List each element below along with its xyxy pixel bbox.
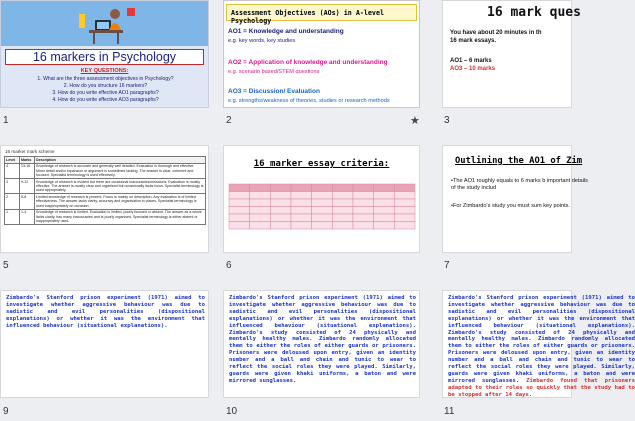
slide-text [229,295,416,385]
grid-cell [229,214,250,222]
slide-number: 9 [3,406,9,417]
bullet-item: •For Zimbardo's study you must sum key points. [451,203,570,209]
grid-cell [229,192,250,200]
grid-cell [374,214,395,222]
slide-thumbnail-11[interactable] [442,290,635,398]
text-aim: Zimbardo's Stanford prison experiment (1971) aimed to investigate whether aggressive behaviour was due to sadistic and evil personalities (dispositional explanations) or whether it was the environment that influenced behaviour (situational explanations). [229,295,416,329]
slide-caption: 16 marker mark scheme [5,149,55,154]
table-cell: Knowledge of research is limited. Evaluation is limited, poorly focused or absent. The answer as a whole lacks clarity, has many inaccuracies and is poorly organised. Specialist terminology is either absent or inappropriately used. [35,209,206,224]
table-row [5,179,206,194]
slide-number: 2 [226,115,232,126]
grid-cell [229,184,250,192]
slide-thumbnail-2[interactable] [223,0,420,108]
grid-cell [374,222,395,230]
slide-text: Zimbardo's Stanford prison experiment (1971) aimed to investigate whether aggressive behaviour was due to sadistic and evil personalities (dispositional explanations) or whether it was the environment that influenced behaviour (situational explanations). [6,295,205,329]
grid-cell [229,222,250,230]
grid-cell [332,192,353,200]
grid-cell [374,184,395,192]
table-cell: 9-12 [20,179,35,194]
text-procedure: Zimbardo's study consisted of 24 physically and mentally healthy males. Zimbardo randomly allocated them to either the roles of either guards or prisoners. Prisoners were deloused upon entry, given an identity number and a ball and chain and tunic to wear to reflect the social roles they were played. Similarly, guards were given khaki uniforms, a baton and were mirrored sunglasses. [448,329,635,384]
column-header: Level [5,157,20,164]
text-findings: Zimbardo found that prisoners adapted to their roles so quickly that the study had to be stopped after 14 days. [448,377,635,398]
grid-cell [332,199,353,207]
bullet-item: •The AO1 roughly equals to 6 marks b important details of the study includ [451,178,588,191]
table-row [5,163,206,178]
grid-cell [229,199,250,207]
grid-cell [332,222,353,230]
grid-cell [291,207,312,215]
grid-cell [312,214,333,222]
table-cell: 13-16 [20,163,35,178]
table-cell: Knowledge of research is evident but there are occasional inaccuracies/omissions. Evaluation is mostly effective. The answer is mostly clear and organised but occasionally lacks focus. Specialist terminology is used appropriately. [35,179,206,194]
table-cell: 1-4 [20,209,35,224]
table-cell: 1 [5,209,20,224]
table-cell: Knowledge of research is accurate and generally well detailed. Evaluation is thorough and effective. Minor detail and/or expansion of argument is sometimes lacking. The answer is clear, coherent and focused. Specialist terminology is used effectively. [35,163,206,178]
slide-header: Assessment Objectives (AOs) in A-level Psychology [226,4,417,21]
slide-thumbnail-7[interactable] [442,145,588,253]
star-icon[interactable]: ★ [410,115,420,127]
grid-cell [394,214,415,222]
grid-cell [353,192,374,200]
table-cell: 4 [5,163,20,178]
column-header: Description [35,157,206,164]
slide-title: 16 marker essay criteria: [253,159,390,169]
key-questions-heading: KEY QUESTIONS: [80,68,129,74]
grid-cell [250,214,271,222]
slide-thumbnail-10[interactable] [223,290,420,398]
table-cell: 2 [5,194,20,209]
slide-number: 7 [444,260,450,271]
slide-title: 16 mark ques [487,5,581,20]
key-questions-list [7,76,204,104]
grid-cell [353,199,374,207]
grid-cell [312,222,333,230]
grid-cell [394,199,415,207]
slide-number: 6 [226,260,232,271]
slide-number: 1 [3,115,9,126]
grid-cell [291,199,312,207]
grid-cell [291,222,312,230]
slide-text: 16 mark essays. [450,38,497,44]
grid-cell [312,199,333,207]
grid-cell [291,192,312,200]
grid-cell [332,184,353,192]
slide-text: You have about 20 minutes in th [450,30,542,36]
grid-cell [250,207,271,215]
grid-cell [353,222,374,230]
student-desk-illustration-icon [71,4,139,44]
text-procedure: Zimbardo's study consisted of 24 physically and mentally healthy males. Zimbardo randomly allocated them to either the roles of either guards or prisoners. Prisoners were deloused upon entry, given an identity number and a ball and chain and tunic to wear to reflect the social roles they were played. Similarly, guards were given khaki uniforms, a baton and were mirrored sunglasses. [229,329,416,384]
table-cell: Limited knowledge of research is present. Focus is mainly on description. Any evaluation is of limited effectiveness. The answer lacks clarity, accuracy and organisation in places. Specialist terminology is used inappropriately on occasion. [35,194,206,209]
ao1-example: e.g. key words, key studies [228,38,296,44]
title-banner [1,1,208,46]
table-header-row [5,157,206,164]
grid-cell [353,184,374,192]
slide-thumbnail-1[interactable] [0,0,209,108]
text-aim: Zimbardo's Stanford prison experiment (1971) aimed to investigate whether aggressive behaviour was due to sadistic and evil personalities (dispositional explanations) or whether it was the environment that influenced behaviour (situational explanations). [448,295,635,329]
list-item: 2. How do you structure 16 markers? [63,83,148,90]
slide-number: 3 [444,115,450,126]
slide-thumbnail-6[interactable] [223,145,420,253]
grid-cell [270,222,291,230]
grid-cell [394,192,415,200]
table-cell: 3 [5,179,20,194]
grid-cell [250,184,271,192]
grid-cell [312,192,333,200]
list-item: 1. What are the three assessment objectives in Psychology? [37,76,174,82]
grid-cell [270,214,291,222]
slide-number: 11 [444,406,455,417]
slide-thumbnail-9[interactable] [0,290,209,398]
ao1-heading: AO1 = Knowledge and understanding [228,28,344,35]
list-item: 3. How do you write effective AO1 paragraphs? [52,90,159,97]
grid-cell [291,214,312,222]
grid-cell [312,207,333,215]
slide-text [448,295,635,399]
ao3-marks: AO3 – 10 marks [450,66,496,72]
grid-cell [270,207,291,215]
grid-cell [394,222,415,230]
grid-cell [270,192,291,200]
grid-cell [291,184,312,192]
ao3-heading: AO3 = Discussion/ Evaluation [228,88,320,95]
ao1-marks: AO1 – 6 marks [450,58,492,64]
grid-cell [353,214,374,222]
slide-number: 5 [3,260,9,271]
grid-cell [374,199,395,207]
slide-number: 10 [226,406,238,417]
table-row [5,209,206,224]
grid-cell [250,192,271,200]
grid-cell [374,207,395,215]
grid-cell [229,207,250,215]
grid-cell [394,184,415,192]
grid-cell [270,184,291,192]
table-cell: 5-8 [20,194,35,209]
grid-cell [353,207,374,215]
table-row [5,194,206,209]
grid-cell [394,207,415,215]
grid-cell [250,199,271,207]
page-title: 16 markers in Psychology [5,49,204,65]
grid-cell [374,192,395,200]
list-item: 4. How do you write effective AO3 paragraphs? [52,97,159,104]
grid-cell [312,184,333,192]
grid-cell [332,214,353,222]
slide-title: Outlining the AO1 of Zim [455,156,583,166]
grid-cell [250,222,271,230]
column-header: Marks [20,157,35,164]
slide-thumbnail-5[interactable] [0,145,209,253]
ao2-example: e.g. scenario based/STEM questions [228,69,320,75]
mark-scheme-table [4,156,206,225]
ao3-example: e.g. strengths/weakness of theories, studies or research methods [228,98,390,104]
essay-criteria-grid [229,184,415,229]
ao2-heading: AO2 = Application of knowledge and understanding [228,59,388,66]
slide-thumbnail-3[interactable] [442,0,581,108]
grid-cell [332,207,353,215]
grid-cell [270,199,291,207]
